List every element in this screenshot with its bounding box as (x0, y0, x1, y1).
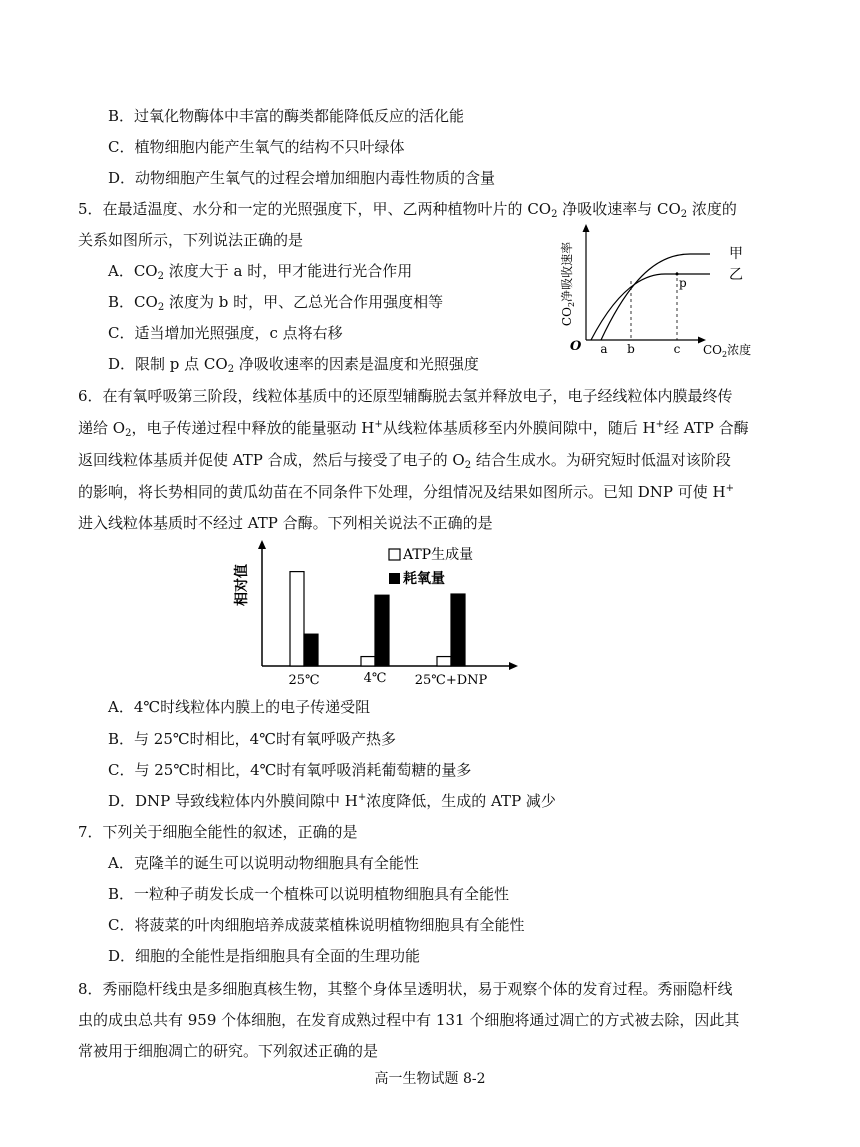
q6-option-d: D．DNP 导致线粒体内外膜间隙中 H+浓度降低，生成的 ATP 减少 (108, 792, 556, 810)
q5-option-d: D．限制 p 点 $CO_2$ 净吸收速率的因素是温度和光照强度 (108, 355, 479, 375)
q5-stem-line2: 关系如图所示，下列说法正确的是 (78, 231, 304, 249)
q5-y-arrow (583, 224, 590, 232)
q5-curve-yi (591, 274, 710, 340)
q6-legend-atp: ATP生成量 (403, 547, 474, 563)
q6-stem-line3: 返回线粒体基质并促使 ATP 合成，然后与接受了电子的 $O_2$ 结合生成水。为研究短时低温对该阶段 (78, 451, 731, 471)
q5-series-jia: 甲 (729, 246, 743, 262)
q5-stem-line1: 5．在最适温度、水分和一定的光照强度下，甲、乙两种植物叶片的 $CO_2$ 净吸收速率与 $CO_2$ 浓度的 (78, 200, 737, 220)
q6-cat-25: 25℃ (288, 673, 320, 688)
q4-option-b: B．过氧化物酶体中丰富的酶类都能降低反应的活化能 (108, 107, 465, 125)
q7-option-a: A．克隆羊的诞生可以说明动物细胞具有全能性 (108, 854, 419, 872)
q5-xlabel: $CO_2$浓度 (703, 343, 752, 359)
q5-tick-b: b (627, 342, 635, 356)
q5-line-chart (545, 222, 770, 364)
q6-bar-atp-0 (290, 572, 304, 666)
q6-bar-atp-1 (361, 657, 375, 666)
q6-cat-4: 4℃ (363, 671, 387, 686)
q6-y-arrow (258, 540, 266, 549)
q5-point-p: p (679, 276, 687, 290)
q6-stem-line2: 递给 $O_2$，电子传递过程中释放的能量驱动 H+从线粒体基质移至内外膜间隙中，随后 H+经 ATP 合酶 (78, 419, 749, 439)
page-footer: 高一生物试题 8-2 (374, 1071, 486, 1087)
q7-stem: 7．下列关于细胞全能性的叙述，正确的是 (78, 823, 358, 841)
q5-option-a: A．$CO_2$ 浓度大于 a 时，甲才能进行光合作用 (108, 262, 413, 282)
q6-stem-line4: 的影响，将长势相同的黄瓜幼苗在不同条件下处理，分组情况及结果如图所示。已知 DNP 可使 H+ (78, 483, 735, 501)
q5-point-marker (676, 273, 679, 276)
q6-bar-atp-2 (437, 657, 451, 666)
q5-option-b: B．$CO_2$ 浓度为 b 时，甲、乙总光合作用强度相等 (108, 293, 444, 313)
q6-legend-o2-swatch (389, 573, 400, 584)
q6-x-arrow (509, 662, 518, 670)
q8-stem-line2: 虫的成虫总共有 959 个体细胞，在发育成熟过程中有 131 个细胞将通过凋亡的方式被去除，因此其 (78, 1011, 740, 1029)
q5-tick-a: a (600, 342, 608, 356)
q6-legend-atp-swatch (389, 549, 400, 560)
q6-option-b: B．与 25℃时相比，4℃时有氧呼吸产热多 (108, 730, 396, 748)
q5-origin: O (570, 339, 582, 354)
q6-bar-chart (228, 537, 528, 692)
q8-stem-line3: 常被用于细胞凋亡的研究。下列叙述正确的是 (78, 1042, 379, 1060)
q5-tick-c: c (673, 342, 681, 356)
q7-option-b: B．一粒种子萌发长成一个植株可以说明植物细胞具有全能性 (108, 885, 510, 903)
q4-option-d: D．动物细胞产生氧气的过程会增加细胞内毒性物质的含量 (108, 169, 496, 187)
q6-bar-oxygen-1 (375, 595, 389, 666)
q5-ylabel: $CO_2$净吸收速率 (560, 241, 576, 327)
q6-option-a: A．4℃时线粒体内膜上的电子传递受阻 (108, 698, 371, 716)
q4-option-c: C．植物细胞内能产生氧气的结构不只叶绿体 (108, 138, 405, 156)
q5-option-c: C．适当增加光照强度，c 点将右移 (108, 324, 343, 342)
q5-series-yi: 乙 (729, 267, 743, 283)
q6-stem-line5: 进入线粒体基质时不经过 ATP 合酶。下列相关说法不正确的是 (78, 514, 493, 532)
q5-curve-jia (601, 254, 710, 340)
q7-option-d: D．细胞的全能性是指细胞具有全面的生理功能 (108, 947, 421, 965)
q6-bar-oxygen-2 (451, 594, 465, 666)
q6-stem-line1: 6．在有氧呼吸第三阶段，线粒体基质中的还原型辅酶脱去氢并释放电子，电子经线粒体内膜最终传 (78, 387, 733, 405)
q6-ylabel: 相对值 (234, 564, 250, 606)
q6-legend-o2: 耗氧量 (403, 571, 445, 587)
q6-bar-oxygen-0 (304, 634, 318, 666)
q6-option-c: C．与 25℃时相比，4℃时有氧呼吸消耗葡萄糖的量多 (108, 761, 472, 779)
q7-option-c: C．将菠菜的叶肉细胞培养成菠菜植株说明植物细胞具有全能性 (108, 916, 525, 934)
q8-stem-line1: 8．秀丽隐杆线虫是多细胞真核生物，其整个身体呈透明状，易于观察个体的发育过程。秀丽隐杆线 (78, 980, 733, 998)
q6-cat-dnp: 25℃+DNP (414, 673, 488, 688)
